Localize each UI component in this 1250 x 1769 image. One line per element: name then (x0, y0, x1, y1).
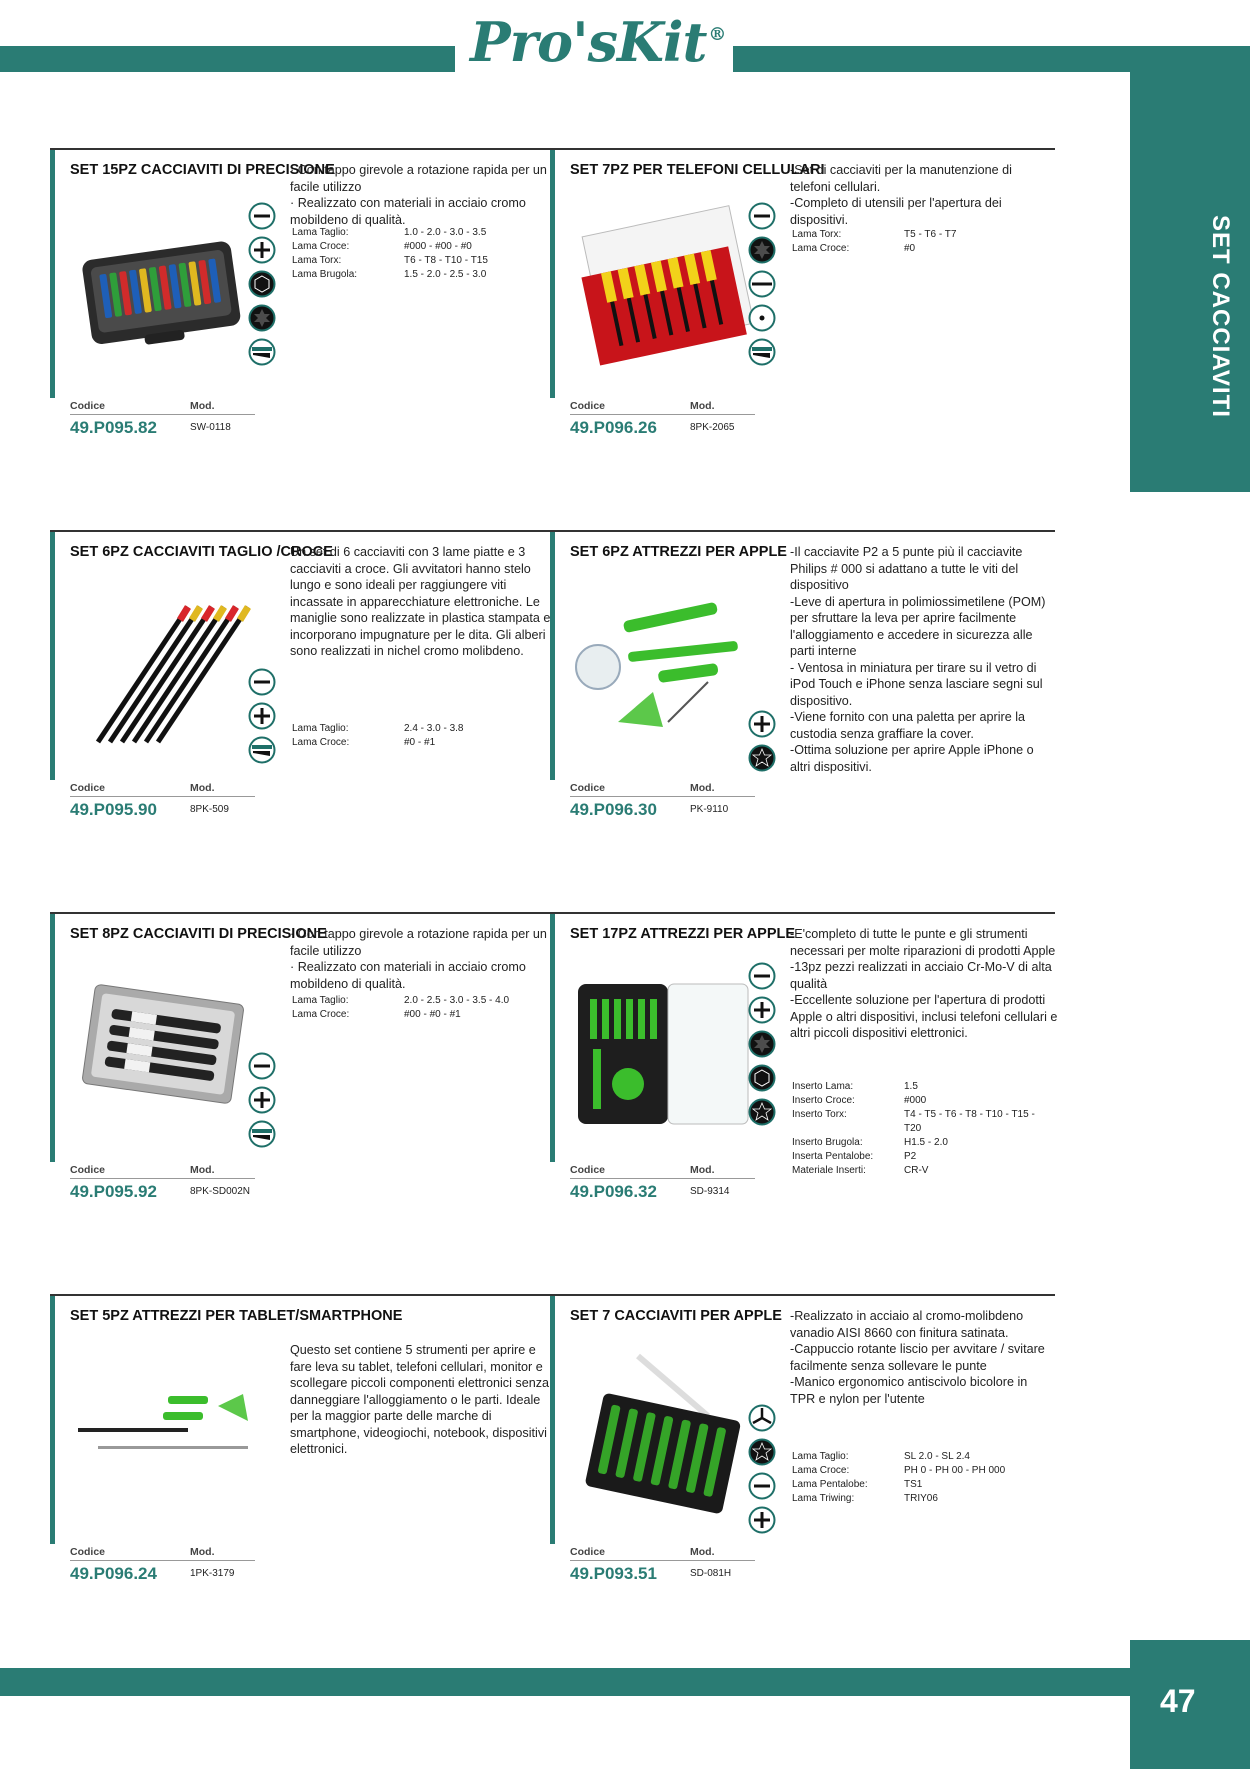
spec-key: Lama Torx: (292, 255, 342, 266)
code-rule (570, 1178, 755, 1179)
brand-icon (248, 1120, 276, 1148)
spec-row (292, 722, 552, 736)
spec-key: Lama Croce: (292, 241, 350, 252)
product-image (568, 190, 758, 380)
product-image (68, 1336, 258, 1526)
spec-key: Lama Brugola: (292, 269, 358, 280)
codice-label: Codice (570, 782, 606, 794)
spec-key: Lama Croce: (792, 1465, 850, 1476)
description-line: -Completo di utensili per l'apertura dei dispositivi. (790, 196, 1002, 227)
slot-icon (748, 202, 776, 230)
description-line: · Con tappo girevole a rotazione rapida per un facile utilizzo (290, 927, 547, 958)
product-model: SW-0118 (190, 422, 231, 433)
tip-icons (748, 530, 782, 790)
description-line: · Realizzato con materiali in acciaio cromo mobildeno di qualità. (290, 960, 526, 991)
footer-bar (0, 1668, 1132, 1696)
triwing-icon (748, 1404, 776, 1432)
description-line: Un set di 6 cacciaviti con 3 lame piatte e 3 cacciaviti a croce. Gli avvitatori hanno stelo lungo e sono ideali per raggiungere viti incassate in apparecchiature elettroniche. Le maniglie sono realizzate in plastica stampata e incorporano impugnature per le dita. Gli alberi sono realizzati in nichel cromo molibdeno. (290, 545, 551, 658)
spec-row (792, 1164, 1052, 1178)
card-accent-bar (50, 1294, 55, 1544)
opener-icon (748, 270, 776, 298)
spec-key: Inserto Brugola: (792, 1137, 863, 1148)
product-card (550, 1294, 1055, 1594)
spec-value: 2.0 - 2.5 - 3.0 - 3.5 - 4.0 (404, 995, 510, 1006)
spec-value: SL 2.0 - SL 2.4 (904, 1451, 970, 1462)
mod-label: Mod. (190, 782, 215, 794)
spec-key: Lama Pentalobe: (792, 1479, 868, 1490)
spec-table (792, 1450, 1052, 1506)
card-accent-bar (50, 912, 55, 1162)
description-line: -Manico ergonomico antiscivolo bicolore in TPR e nylon per l'utente (790, 1375, 1028, 1406)
product-card (50, 912, 555, 1212)
hex-icon (748, 1064, 776, 1092)
codice-label: Codice (570, 400, 606, 412)
code-rule (570, 414, 755, 415)
description-line: -Eccellente soluzione per l'apertura di prodotti Apple o altri dispositivi, inclusi telefoni cellulari e altri piccoli dispositivi elettronici. (790, 993, 1058, 1040)
spec-row (292, 994, 552, 1008)
tip-icons (248, 530, 282, 790)
product-card (550, 912, 1058, 1212)
spec-value: #000 - #00 - #0 (404, 241, 472, 252)
spec-table (292, 226, 552, 282)
torx-icon (748, 236, 776, 264)
description-line: - Ventosa in miniatura per tirare su il vetro di iPod Touch e iPhone senza lasciare segni sul dispositivo. (790, 660, 1043, 708)
tip-icons (248, 1294, 282, 1554)
code-rule (570, 796, 755, 797)
spec-row (292, 1008, 552, 1022)
mod-label: Mod. (190, 1546, 215, 1558)
product-title: SET 7PZ PER TELEFONI CELLULARI (570, 162, 825, 178)
spec-key: Inserto Torx: (792, 1109, 847, 1120)
product-model: 1PK-3179 (190, 1568, 235, 1579)
spec-row (792, 1492, 1052, 1506)
cross-icon (248, 236, 276, 264)
brand-logo (470, 10, 735, 82)
spec-key: Inserto Lama: (792, 1081, 854, 1092)
brand-name: Pro'sKit (470, 10, 707, 74)
dot-icon (748, 304, 776, 332)
spec-key: Lama Triwing: (792, 1493, 855, 1504)
brand-icon (248, 338, 276, 366)
hex-icon (248, 270, 276, 298)
product-model: SD-9314 (690, 1186, 730, 1197)
product-code: 49.P096.24 (70, 1564, 157, 1583)
spec-row (292, 226, 552, 240)
card-top-rule (550, 1294, 1055, 1296)
codice-label: Codice (570, 1546, 606, 1558)
card-top-rule (550, 148, 1055, 150)
spec-row (292, 268, 552, 282)
description-line: -Ottima soluzione per aprire Apple iPhone o altri dispositivi. (790, 743, 1034, 774)
description-line: -13pz pezzi realizzati in acciaio Cr-Mo-V di alta qualità (790, 960, 1052, 991)
card-accent-bar (50, 530, 55, 780)
product-card (50, 148, 555, 448)
cross-icon (748, 996, 776, 1024)
spec-table (292, 994, 552, 1022)
product-image (68, 190, 258, 380)
product-image (568, 1336, 758, 1526)
slot-icon (748, 1472, 776, 1500)
spec-value: H1.5 - 2.0 (904, 1137, 948, 1148)
product-description (790, 162, 1055, 382)
product-card (50, 530, 555, 830)
cross-icon (248, 1086, 276, 1114)
spec-table (792, 1080, 1052, 1178)
spec-value: #000 (904, 1095, 927, 1106)
tip-icons (748, 912, 782, 1172)
product-code: 49.P095.82 (70, 418, 157, 437)
product-title: SET 7 CACCIAVITI PER APPLE (570, 1308, 782, 1324)
spec-key: Lama Taglio: (792, 1451, 849, 1462)
card-top-rule (50, 530, 555, 532)
spec-row (292, 736, 552, 750)
product-image (68, 954, 258, 1144)
product-model: 8PK-509 (190, 804, 229, 815)
header-bar-right (733, 46, 1250, 72)
product-title: SET 6PZ CACCIAVITI TAGLIO /CROCE (70, 544, 333, 560)
code-rule (70, 1560, 255, 1561)
header-bar-left (0, 46, 455, 72)
spec-value: P2 (904, 1151, 917, 1162)
spec-key: Lama Taglio: (292, 227, 349, 238)
product-description (290, 926, 555, 1146)
card-accent-bar (550, 912, 555, 1162)
card-accent-bar (550, 148, 555, 398)
spec-value: TS1 (904, 1479, 923, 1490)
product-card (50, 1294, 555, 1594)
product-image (68, 572, 258, 762)
spec-row (792, 1108, 1052, 1136)
spec-key: Lama Croce: (792, 243, 850, 254)
spec-key: Lama Taglio: (292, 723, 349, 734)
cross-icon (248, 702, 276, 730)
mod-label: Mod. (690, 1546, 715, 1558)
description-line: · Con tappo girevole a rotazione rapida per un facile utilizzo (290, 163, 547, 194)
product-model: 8PK-2065 (690, 422, 735, 433)
spec-row (792, 1080, 1052, 1094)
torx-icon (248, 304, 276, 332)
cross-icon (748, 1506, 776, 1534)
slot-icon (248, 202, 276, 230)
pentalobe-icon (748, 1098, 776, 1126)
spec-key: Lama Croce: (292, 1009, 350, 1020)
tip-icons (748, 1294, 782, 1554)
product-code: 49.P095.90 (70, 800, 157, 819)
product-title: SET 15PZ CACCIAVITI DI PRECISIONE (70, 162, 335, 178)
product-code: 49.P095.92 (70, 1182, 157, 1201)
spec-row (792, 242, 1052, 256)
spec-row (792, 1136, 1052, 1150)
card-top-rule (50, 148, 555, 150)
codice-label: Codice (70, 400, 106, 412)
mod-label: Mod. (190, 1164, 215, 1176)
spec-value: #00 - #0 - #1 (404, 1009, 461, 1020)
description-line: -Realizzato in acciaio al cromo-molibdeno vanadio AISI 8660 con finitura satinata. (790, 1309, 1024, 1340)
card-top-rule (550, 912, 1055, 914)
spec-row (792, 1094, 1052, 1108)
brand-icon (248, 736, 276, 764)
spec-value: 1.5 (904, 1081, 918, 1092)
description-line: -Viene fornito con una paletta per aprire la custodia senza graffiare la cover. (790, 710, 1026, 741)
spec-value: #0 (904, 243, 916, 254)
spec-row (792, 1150, 1052, 1164)
tip-icons (248, 912, 282, 1172)
spec-value: T6 - T8 - T10 - T15 (404, 255, 488, 266)
cross-icon (748, 710, 776, 738)
brand-icon (748, 338, 776, 366)
spec-row (792, 1464, 1052, 1478)
codice-label: Codice (570, 1164, 606, 1176)
card-top-rule (550, 530, 1055, 532)
code-rule (70, 1178, 255, 1179)
code-rule (70, 414, 255, 415)
spec-key: Inserto Croce: (792, 1095, 855, 1106)
spec-row (792, 228, 1052, 242)
spec-key: Materiale Inserti: (792, 1165, 866, 1176)
product-description (790, 544, 1055, 774)
spec-value: 1.0 - 2.0 - 3.0 - 3.5 (404, 227, 487, 238)
product-image (568, 954, 758, 1144)
tip-icons (748, 148, 782, 408)
card-top-rule (50, 912, 555, 914)
card-accent-bar (550, 530, 555, 780)
product-description (290, 1342, 555, 1562)
spec-value: T4 - T5 - T6 - T8 - T10 - T15 - T20 (904, 1109, 1035, 1134)
spec-value: TRIY06 (904, 1493, 938, 1504)
pentalobe-icon (748, 744, 776, 772)
mod-label: Mod. (690, 400, 715, 412)
spec-row (292, 254, 552, 268)
description-line: -Set di cacciaviti per la manutenzione di telefoni cellulari. (790, 163, 1012, 194)
mod-label: Mod. (190, 400, 215, 412)
spec-key: Inserta Pentalobe: (792, 1151, 874, 1162)
product-title: SET 17PZ ATTREZZI PER APPLE (570, 926, 796, 942)
page-number: 47 (1160, 1683, 1196, 1719)
codice-label: Codice (70, 1164, 106, 1176)
torx-icon (748, 1030, 776, 1058)
side-tab-label: SET CACCIAVITI (1207, 215, 1234, 418)
description-line: -E'completo di tutte le punte e gli strumenti necessari per molte riparazioni di prodotti Apple (790, 927, 1056, 958)
product-code: 49.P096.26 (570, 418, 657, 437)
product-card (550, 148, 1055, 448)
spec-key: Lama Torx: (792, 229, 842, 240)
card-accent-bar (550, 1294, 555, 1544)
mod-label: Mod. (690, 1164, 715, 1176)
product-card (550, 530, 1055, 830)
code-rule (570, 1560, 755, 1561)
description-line: Questo set contiene 5 strumenti per aprire e fare leva su tablet, telefoni cellulari, monitor e scollegare piccoli componenti elettronici senza danneggiare l'alloggiamento o le parti. Ideale per la maggior parte delle marche di smartphone, videogiochi, notebook, dispositivi elettronici. (290, 1343, 550, 1456)
tip-icons (248, 148, 282, 408)
product-model: PK-9110 (690, 804, 729, 815)
pentalobe-icon (748, 1438, 776, 1466)
spec-value: CR-V (904, 1165, 929, 1176)
mod-label: Mod. (690, 782, 715, 794)
product-code: 49.P093.51 (570, 1564, 657, 1583)
product-title: SET 6PZ ATTREZZI PER APPLE (570, 544, 787, 560)
spec-key: Lama Croce: (292, 737, 350, 748)
product-model: SD-081H (690, 1568, 732, 1579)
product-model: 8PK-SD002N (190, 1186, 251, 1197)
slot-icon (248, 1052, 276, 1080)
product-title: SET 5PZ ATTREZZI PER TABLET/SMARTPHONE (70, 1308, 403, 1324)
spec-row (292, 240, 552, 254)
spec-value: 2.4 - 3.0 - 3.8 (404, 723, 464, 734)
product-code: 49.P096.32 (570, 1182, 657, 1201)
code-rule (70, 796, 255, 797)
product-image (568, 572, 758, 762)
product-title: SET 8PZ CACCIAVITI DI PRECISIONE (70, 926, 327, 942)
description-line: -Leve di apertura in polimiossimetilene (POM) per sfruttare la leva per aprire facilmente l'alloggiamento e accedere in sicurezza alle parti interne (790, 594, 1046, 658)
slot-icon (248, 668, 276, 696)
spec-value: PH 0 - PH 00 - PH 000 (904, 1465, 1006, 1476)
slot-icon (748, 962, 776, 990)
spec-row (792, 1450, 1052, 1464)
codice-label: Codice (70, 1546, 106, 1558)
card-accent-bar (50, 148, 55, 398)
card-top-rule (50, 1294, 555, 1296)
spec-value: #0 - #1 (404, 737, 436, 748)
description-line: -Cappuccio rotante liscio per avvitare / svitare facilmente senza sollevare le punte (790, 1342, 1045, 1373)
spec-table (292, 722, 552, 750)
registered-mark: ® (708, 24, 726, 45)
product-code: 49.P096.30 (570, 800, 657, 819)
spec-value: 1.5 - 2.0 - 2.5 - 3.0 (404, 269, 487, 280)
spec-key: Lama Taglio: (292, 995, 349, 1006)
description-line: -Il cacciavite P2 a 5 punte più il cacciavite Philips # 000 si adattano a tutte le viti del dispositivo (790, 545, 1023, 592)
spec-table (792, 228, 1052, 256)
spec-value: T5 - T6 - T7 (904, 229, 957, 240)
spec-row (792, 1478, 1052, 1492)
description-line: · Realizzato con materiali in acciaio cromo mobildeno di qualità. (290, 196, 526, 227)
codice-label: Codice (70, 782, 106, 794)
